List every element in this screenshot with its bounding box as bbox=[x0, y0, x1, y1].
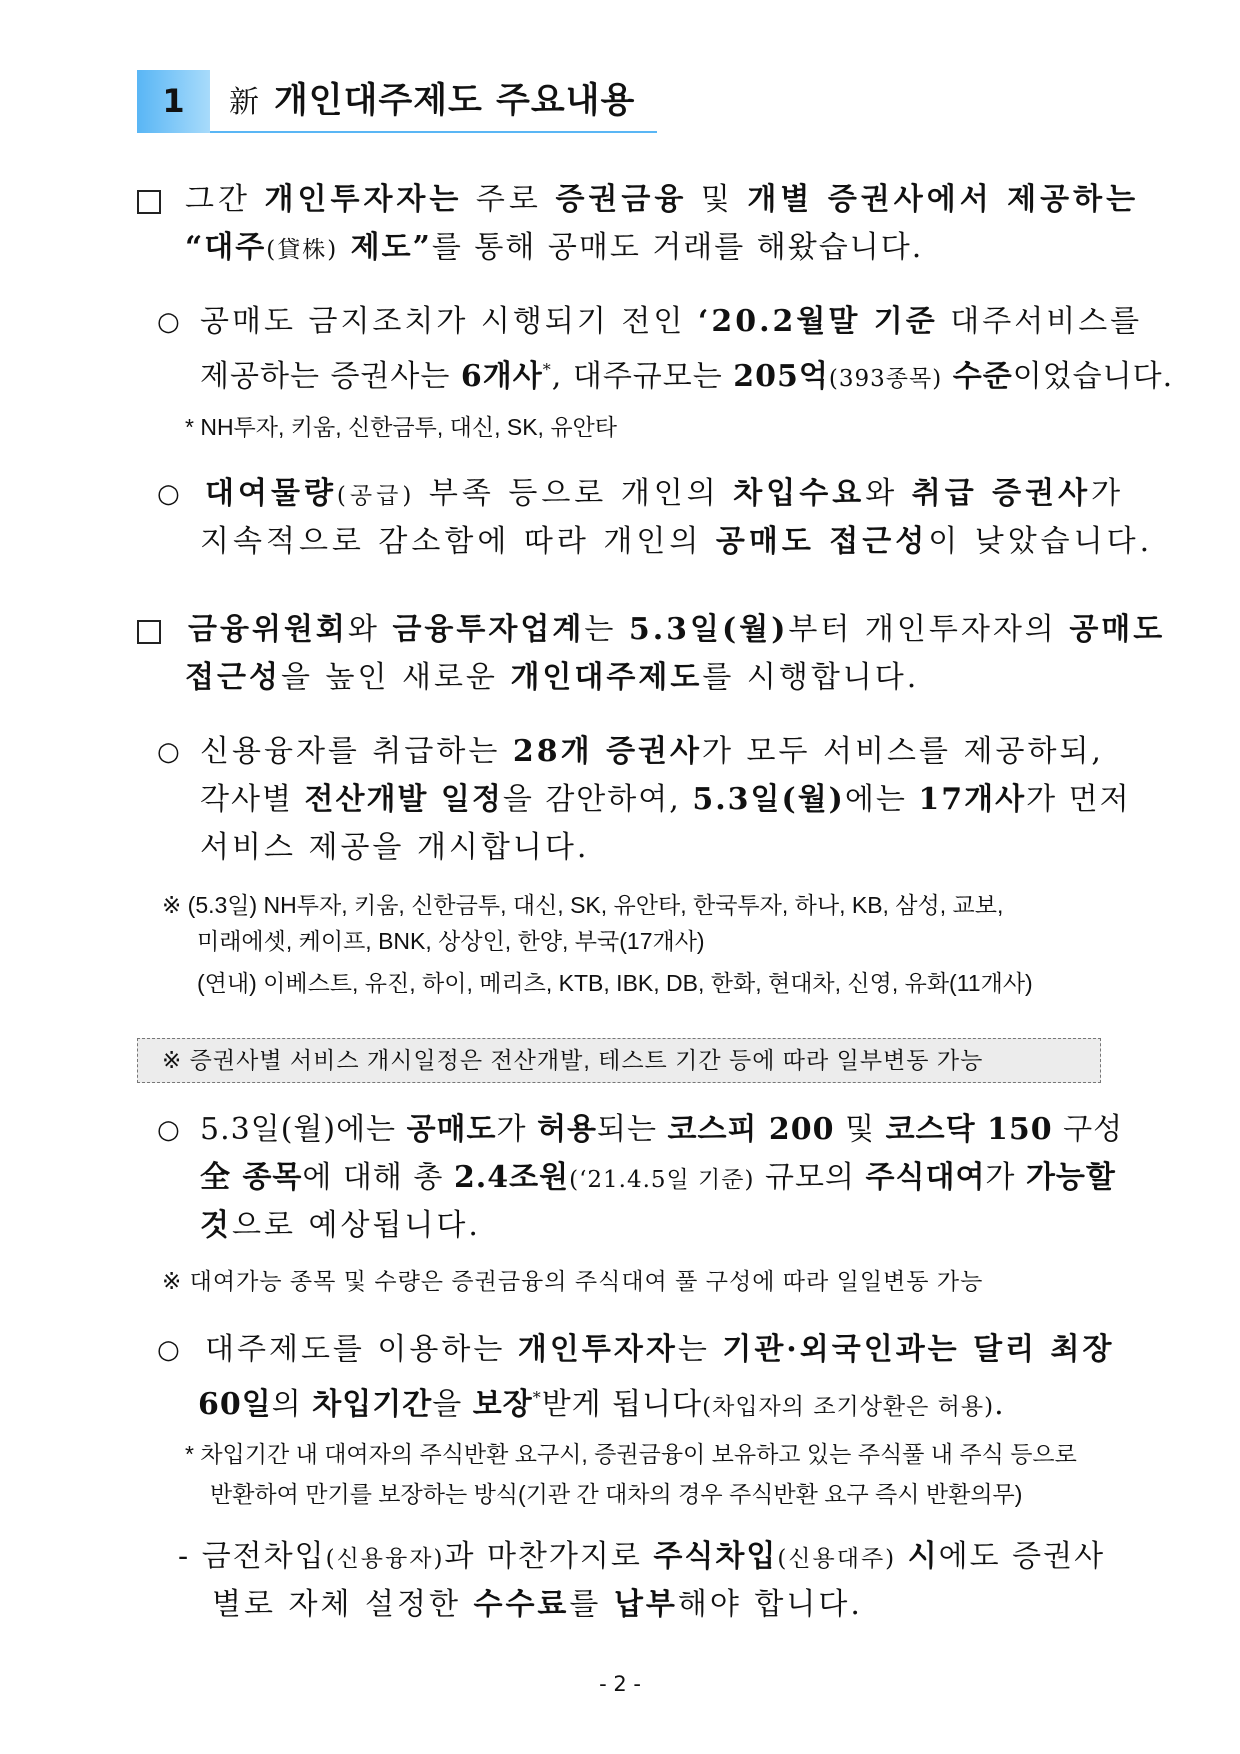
ref-note-3: (연내) 이베스트, 유진, 하이, 메리츠, KTB, IBK, DB, 한화, 현대차, 신영, 유화(11개사) bbox=[197, 970, 1033, 996]
bullet1-line2: 제공하는 증권사는 6개사*, 대주규모는 205억(393종목) 수준이었습니다. bbox=[200, 359, 1174, 394]
bullet-circle: ○ bbox=[157, 1115, 180, 1145]
bullet4-line2: 全 종목에 대해 총 2.4조원(‘21.4.5일 기준) 규모의 주식대여가 가능할 bbox=[200, 1160, 1116, 1195]
ref-note-2: 미래에셋, 케이프, BNK, 상상인, 한양, 부국(17개사) bbox=[197, 928, 705, 954]
dash-line1: - 금전차입(신용융자)과 마찬가지로 주식차입(신용대주) 시에도 증권사 bbox=[178, 1539, 1106, 1574]
checkbox-square bbox=[137, 190, 161, 214]
bullet4-line3: 것으로 예상됩니다. bbox=[200, 1208, 481, 1243]
header-underline bbox=[210, 131, 657, 133]
section-title bbox=[229, 70, 635, 133]
section-prefix: 新 bbox=[229, 85, 260, 120]
bullet1-line1: 공매도 금지조치가 시행되기 전인 ‘20.2월말 기준 대주서비스를 bbox=[200, 304, 1143, 339]
para1-line2: “대주(貸株) 제도”를 통해 공매도 거래를 해왔습니다. bbox=[185, 230, 924, 265]
bullet2-line2: 지속적으로 감소함에 따라 개인의 공매도 접근성이 낮았습니다. bbox=[200, 524, 1154, 559]
para2-line2: 접근성을 높인 새로운 개인대주제도를 시행합니다. bbox=[185, 660, 920, 695]
bullet4-line1: 5.3일(월)에는 공매도가 허용되는 코스피 200 및 코스닥 150 구성 bbox=[200, 1112, 1124, 1147]
bullet3-line1: 신용융자를 취급하는 28개 증권사가 모두 서비스를 제공하되, bbox=[200, 734, 1104, 769]
bullet3-line2: 각사별 전산개발 일정을 감안하여, 5.3일(월)에는 17개사가 먼저 bbox=[200, 782, 1131, 817]
footnote-1: * NH투자, 키움, 신한금투, 대신, SK, 유안타 bbox=[185, 414, 617, 440]
bullet3-line3: 서비스 제공을 개시합니다. bbox=[200, 830, 590, 865]
bullet5-line1: 대주제도를 이용하는 개인투자자는 기관·외국인과는 달리 최장 bbox=[205, 1332, 1115, 1367]
footnote-2b: 반환하여 만기를 보장하는 방식(기관 간 대차의 경우 주식반환 요구 즉시 반환의무) bbox=[210, 1481, 1023, 1507]
notice-box-text: ※ 증권사별 서비스 개시일정은 전산개발, 테스트 기간 등에 따라 일부변동 가능 bbox=[162, 1047, 984, 1073]
section-number: 1 bbox=[137, 70, 210, 133]
dash-line2: 별로 자체 설정한 수수료를 납부해야 합니다. bbox=[212, 1587, 863, 1622]
ref-note-4: ※ 대여가능 종목 및 수량은 증권금융의 주식대여 풀 구성에 따라 일일변동 가능 bbox=[162, 1268, 984, 1294]
bullet-circle: ○ bbox=[157, 1335, 180, 1365]
section-title-text: 개인대주제도 주요내용 bbox=[274, 81, 636, 121]
para2-line1: 금융위원회와 금융투자업계는 5.3일(월)부터 개인투자자의 공매도 bbox=[188, 612, 1166, 647]
checkbox-square bbox=[137, 620, 161, 644]
bullet-circle: ○ bbox=[157, 307, 180, 337]
bullet5-line2: 60일의 차입기간을 보장*받게 됩니다(차입자의 조기상환은 허용). bbox=[198, 1387, 1005, 1422]
para1-line1: 그간 개인투자자는 주로 증권금융 및 개별 증권사에서 제공하는 bbox=[185, 182, 1140, 217]
page-number: - 2 - bbox=[599, 1672, 641, 1696]
bullet2-line1: 대여물량(공급) 부족 등으로 개인의 차입수요와 취급 증권사가 bbox=[205, 476, 1125, 511]
bullet-circle: ○ bbox=[157, 737, 180, 767]
section-header bbox=[137, 70, 657, 133]
footnote-2a: * 차입기간 내 대여자의 주식반환 요구시, 증권금융이 보유하고 있는 주식풀 내 주식 등으로 bbox=[185, 1441, 1077, 1467]
ref-note-1: ※ (5.3일) NH투자, 키움, 신한금투, 대신, SK, 유안타, 한국투자, 하나, KB, 삼성, 교보, bbox=[162, 892, 1004, 918]
bullet-circle: ○ bbox=[157, 479, 180, 509]
